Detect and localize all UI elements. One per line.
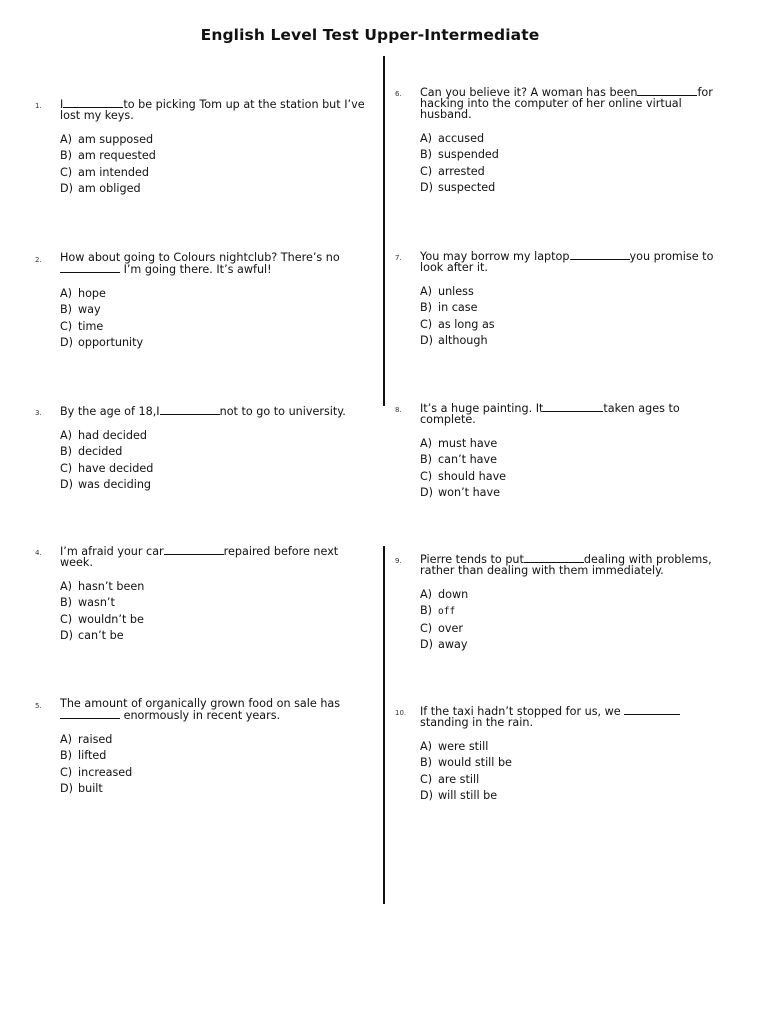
option-d: D) can’t be	[60, 629, 124, 643]
question-number: 2.	[35, 256, 42, 264]
page-title: English Level Test Upper-Intermediate	[200, 26, 540, 44]
question-number: 1.	[35, 102, 42, 110]
question-5	[35, 697, 370, 798]
option-b: B) am requested	[60, 149, 156, 163]
option-c: C) over	[420, 621, 463, 635]
question-stem: How about going to Colours nightclub? There’s no I’m going there. It’s awful!	[60, 251, 340, 276]
option-c: C) should have	[420, 469, 507, 483]
question-number: 7.	[395, 254, 402, 262]
option-d: D) was deciding	[60, 478, 152, 492]
options-list	[420, 739, 730, 805]
question-stem: Pierre tends to put dealing with problems, rather than dealing with them immediately.	[420, 553, 712, 577]
options-list	[420, 436, 730, 502]
question-stem: You may borrow my laptop you promise to look after it.	[420, 250, 714, 274]
option-c: C) wouldn’t be	[60, 612, 144, 626]
answer-blank	[524, 553, 584, 563]
answer-blank	[60, 263, 120, 273]
question-stem: I to be picking Tom up at the station but I’ve lost my keys.	[60, 98, 365, 122]
option-b: B) lifted	[60, 749, 107, 763]
options-list	[60, 428, 370, 494]
answer-blank	[543, 402, 603, 412]
question-2	[35, 251, 370, 352]
question-9	[395, 553, 730, 654]
question-10	[395, 705, 730, 805]
answer-blank	[60, 709, 120, 719]
column-divider-top	[383, 56, 385, 406]
option-c: C) am intended	[60, 165, 149, 179]
option-b: B) in case	[420, 301, 478, 315]
options-list	[60, 286, 370, 352]
option-a: A) raised	[60, 733, 113, 746]
option-b: B) wasn’t	[60, 596, 115, 610]
option-c: C) increased	[60, 765, 133, 779]
option-d: D) won’t have	[420, 486, 501, 500]
options-list	[420, 131, 730, 197]
option-b: B) off	[420, 604, 456, 618]
option-d: D) built	[60, 782, 103, 796]
option-a: A) were still	[420, 740, 489, 753]
answer-blank	[160, 405, 220, 415]
option-a: A) down	[420, 588, 469, 601]
options-list	[60, 732, 370, 798]
option-c: C) arrested	[420, 164, 485, 178]
question-stem: Can you believe it? A woman has been for hacking into the computer of her online virtual husband.	[420, 86, 713, 121]
option-b: B) decided	[60, 445, 123, 459]
column-divider-bottom	[383, 546, 385, 904]
option-c: C) as long as	[420, 317, 495, 331]
option-a: A) hasn’t been	[60, 580, 145, 593]
question-8	[395, 402, 730, 502]
option-a: A) had decided	[60, 429, 147, 442]
question-number: 4.	[35, 549, 42, 557]
option-d: D) suspected	[420, 181, 496, 195]
question-1	[35, 98, 370, 198]
answer-blank	[624, 705, 680, 715]
option-a: A) unless	[420, 285, 474, 298]
question-stem: By the age of 18,I not to go to university.	[60, 405, 346, 418]
question-stem: It’s a huge painting. It taken ages to complete.	[420, 402, 680, 426]
option-c: C) time	[60, 319, 104, 333]
option-d: D) although	[420, 334, 488, 348]
option-b: B) can’t have	[420, 453, 498, 467]
question-number: 6.	[395, 90, 402, 98]
question-number: 9.	[395, 557, 402, 565]
option-b: B) suspended	[420, 148, 499, 162]
options-list	[420, 587, 730, 654]
option-a: A) accused	[420, 132, 485, 145]
answer-blank	[164, 545, 224, 555]
answer-blank	[570, 250, 630, 260]
options-list	[60, 579, 370, 645]
option-d: D) opportunity	[60, 336, 144, 350]
option-d: D) away	[420, 638, 468, 652]
question-6	[395, 86, 730, 197]
option-a: A) am supposed	[60, 133, 154, 146]
question-number: 3.	[35, 409, 42, 417]
option-d: D) will still be	[420, 789, 498, 803]
answer-blank	[637, 86, 697, 96]
option-b: B) way	[60, 303, 101, 317]
option-c: C) have decided	[60, 461, 154, 475]
question-3	[35, 405, 370, 494]
question-stem: The amount of organically grown food on sale has enormously in recent years.	[60, 697, 341, 722]
question-number: 8.	[395, 406, 402, 414]
question-number: 10.	[395, 709, 407, 717]
question-number: 5.	[35, 702, 42, 710]
options-list	[420, 284, 730, 350]
option-a: A) hope	[60, 287, 106, 300]
question-4	[35, 545, 370, 645]
options-list	[60, 132, 370, 198]
question-stem: I’m afraid your car repaired before next week.	[60, 545, 339, 569]
option-b: B) would still be	[420, 756, 512, 770]
answer-blank	[63, 98, 123, 108]
option-d: D) am obliged	[60, 182, 141, 196]
option-c: C) are still	[420, 772, 480, 786]
option-a: A) must have	[420, 437, 498, 450]
question-7	[395, 250, 730, 350]
question-stem: If the taxi hadn’t stopped for us, we standing in the rain.	[420, 705, 730, 728]
